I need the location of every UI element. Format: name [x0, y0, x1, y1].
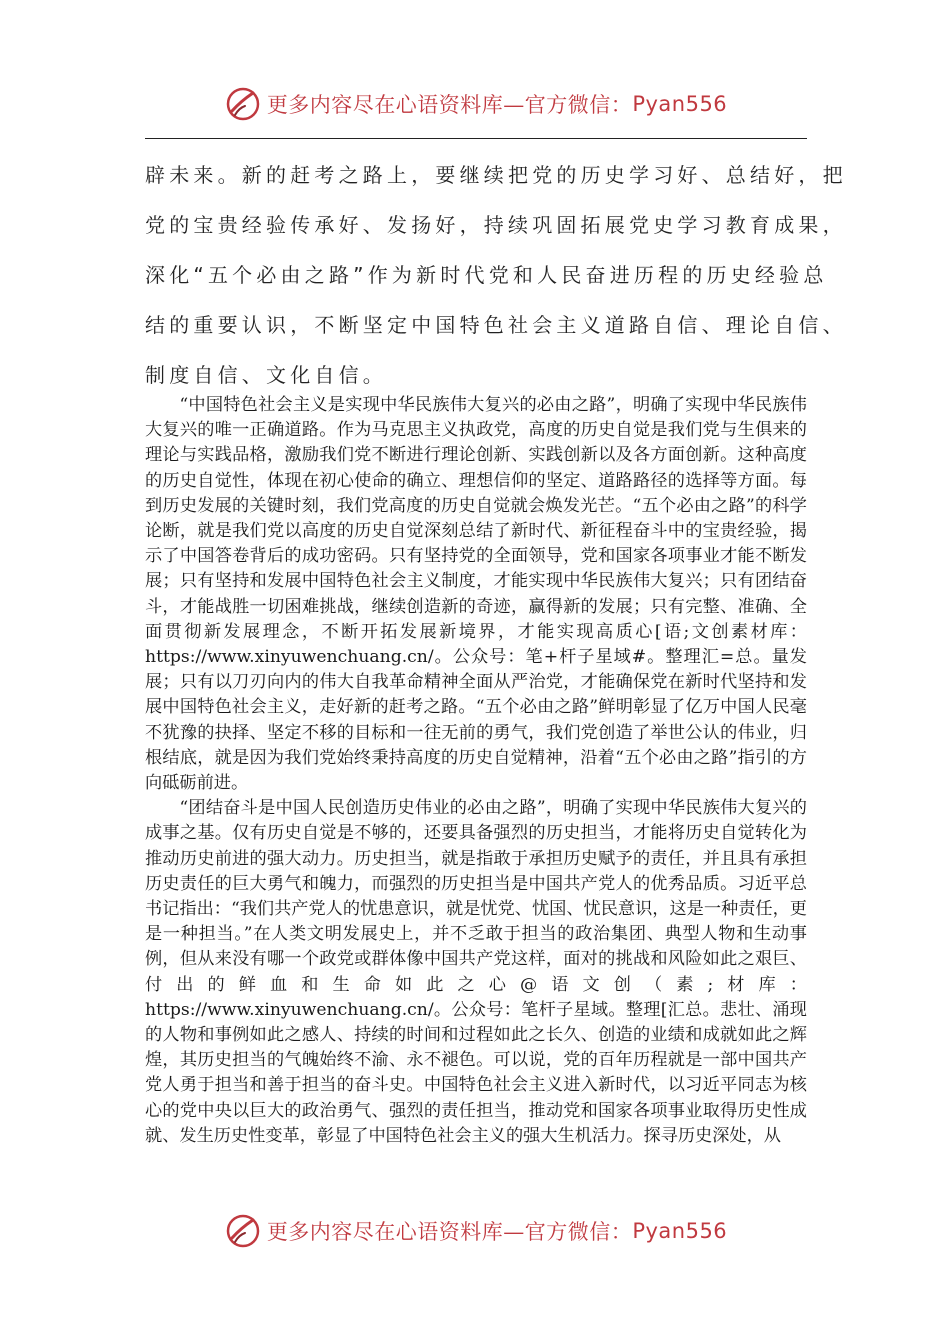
intro-line: 深化“五个必由之路”作为新时代党和人民奋进历程的历史经验总 [145, 263, 828, 287]
body-text [145, 393, 807, 1149]
body-paragraph-1: “中国特色社会主义是实现中华民族伟大复兴的必由之路”，明确了实现中华民族伟大复兴的唯一正确道路。作为马克思主义执政党，高度的历史自觉是我们党与生俱来的理论与实践品格，激励我们党不断进行理论创新、实践创新以及各方面创新。这种高度的历史自觉性，体现在初心使命的确立、理想信仰的坚定、道路路径的选择等方面。每到历史发展的关键时刻，我们党高度的历史自觉就会焕发光芒。“五个必由之路”的科学论断，就是我们党以高度的历史自觉深刻总结了新时代、新征程奋斗中的宝贵经验，揭示了中国答卷背后的成功密码。只有坚持党的全面领导，党和国家各项事业才能不断发展；只有坚持和发展中国特色社会主义制度，才能实现中华民族伟大复兴；只有团结奋斗，才能战胜一切困难挑战，继续创造新的奇迹，赢得新的发展；只有完整、准确、全面贯彻新发展理念，不断开拓发展新境界，才能实现高质心[语;文创素材库：https://www.xinyuwenchuang.cn/。公众号：笔+杆子星域#。整理汇=总。量发展；只有以刀刃向内的伟大自我革命精神全面从严治党，才能确保党在新时代坚持和发展中国特色社会主义，走好新的赶考之路。“五个必由之路”鲜明彰显了亿万中国人民毫不犹豫的抉择、坚定不移的目标和一往无前的勇气，我们党创造了举世公认的伟业，归根结底，就是因为我们党始终秉持高度的历史自觉精神，沿着“五个必由之路”指引的方向砥砺前进。 [145, 395, 807, 794]
intro-paragraph [145, 150, 847, 400]
brush-logo-icon [223, 84, 263, 124]
header-wechat-id: Pyan556 [632, 92, 728, 116]
header-divider [145, 138, 807, 139]
header-site-text: 更多内容尽在心语资料库—官方微信： [266, 93, 633, 117]
body-paragraph-2: “团结奋斗是中国人民创造历史伟业的必由之路”，明确了实现中华民族伟大复兴的成事之基。仅有历史自觉是不够的，还要具备强烈的历史担当，才能将历史自觉转化为推动历史前进的强大动力。历史担当，就是指敢于承担历史赋予的责任，并且具有承担历史责任的巨大勇气和魄力，而强烈的历史担当是中国共产党人的优秀品质。习近平总书记指出：“我们共产党人的忧患意识，就是忧党、忧国、忧民意识，这是一种责任，更是一种担当。”在人类文明发展史上，并不乏敢于担当的政治集团、典型人物和生动事例，但从来没有哪一个政党或群体像中国共产党这样，面对的挑战和风险如此之艰巨、付出的鲜血和生命如此之心@语文创（素;材库：https://www.xinyuwenchuang.cn/。公众号：笔杆子星域。整理[汇总。悲壮、涌现的人物和事例如此之感人、持续的时间和过程如此之长久、创造的业绩和成就如此之辉煌，其历史担当的气魄始终不渝、永不褪色。可以说，党的百年历程就是一部中国共产党人勇于担当和善于担当的奋斗史。中国特色社会主义进入新时代，以习近平同志为核心的党中央以巨大的政治勇气、强烈的责任担当，推动党和国家各项事业取得历史性成就、发生历史性变革，彰显了中国特色社会主义的强大生机活力。探寻历史深处，从 [145, 798, 807, 1146]
footer-wechat-id: Pyan556 [632, 1219, 728, 1243]
intro-line: 结的重要认识，不断坚定中国特色社会主义道路自信、理论自信、 [145, 313, 847, 337]
intro-line: 党的宝贵经验传承好、发扬好，持续巩固拓展党史学习教育成果， [145, 213, 847, 237]
footer-site-text: 更多内容尽在心语资料库—官方微信： [266, 1220, 633, 1244]
header-banner [0, 82, 950, 126]
intro-line: 制度自信、文化自信。 [145, 363, 387, 387]
footer-banner [0, 1209, 950, 1253]
intro-line: 辟未来。新的赶考之路上，要继续把党的历史学习好、总结好，把 [145, 163, 847, 187]
brush-logo-icon [223, 1211, 263, 1251]
